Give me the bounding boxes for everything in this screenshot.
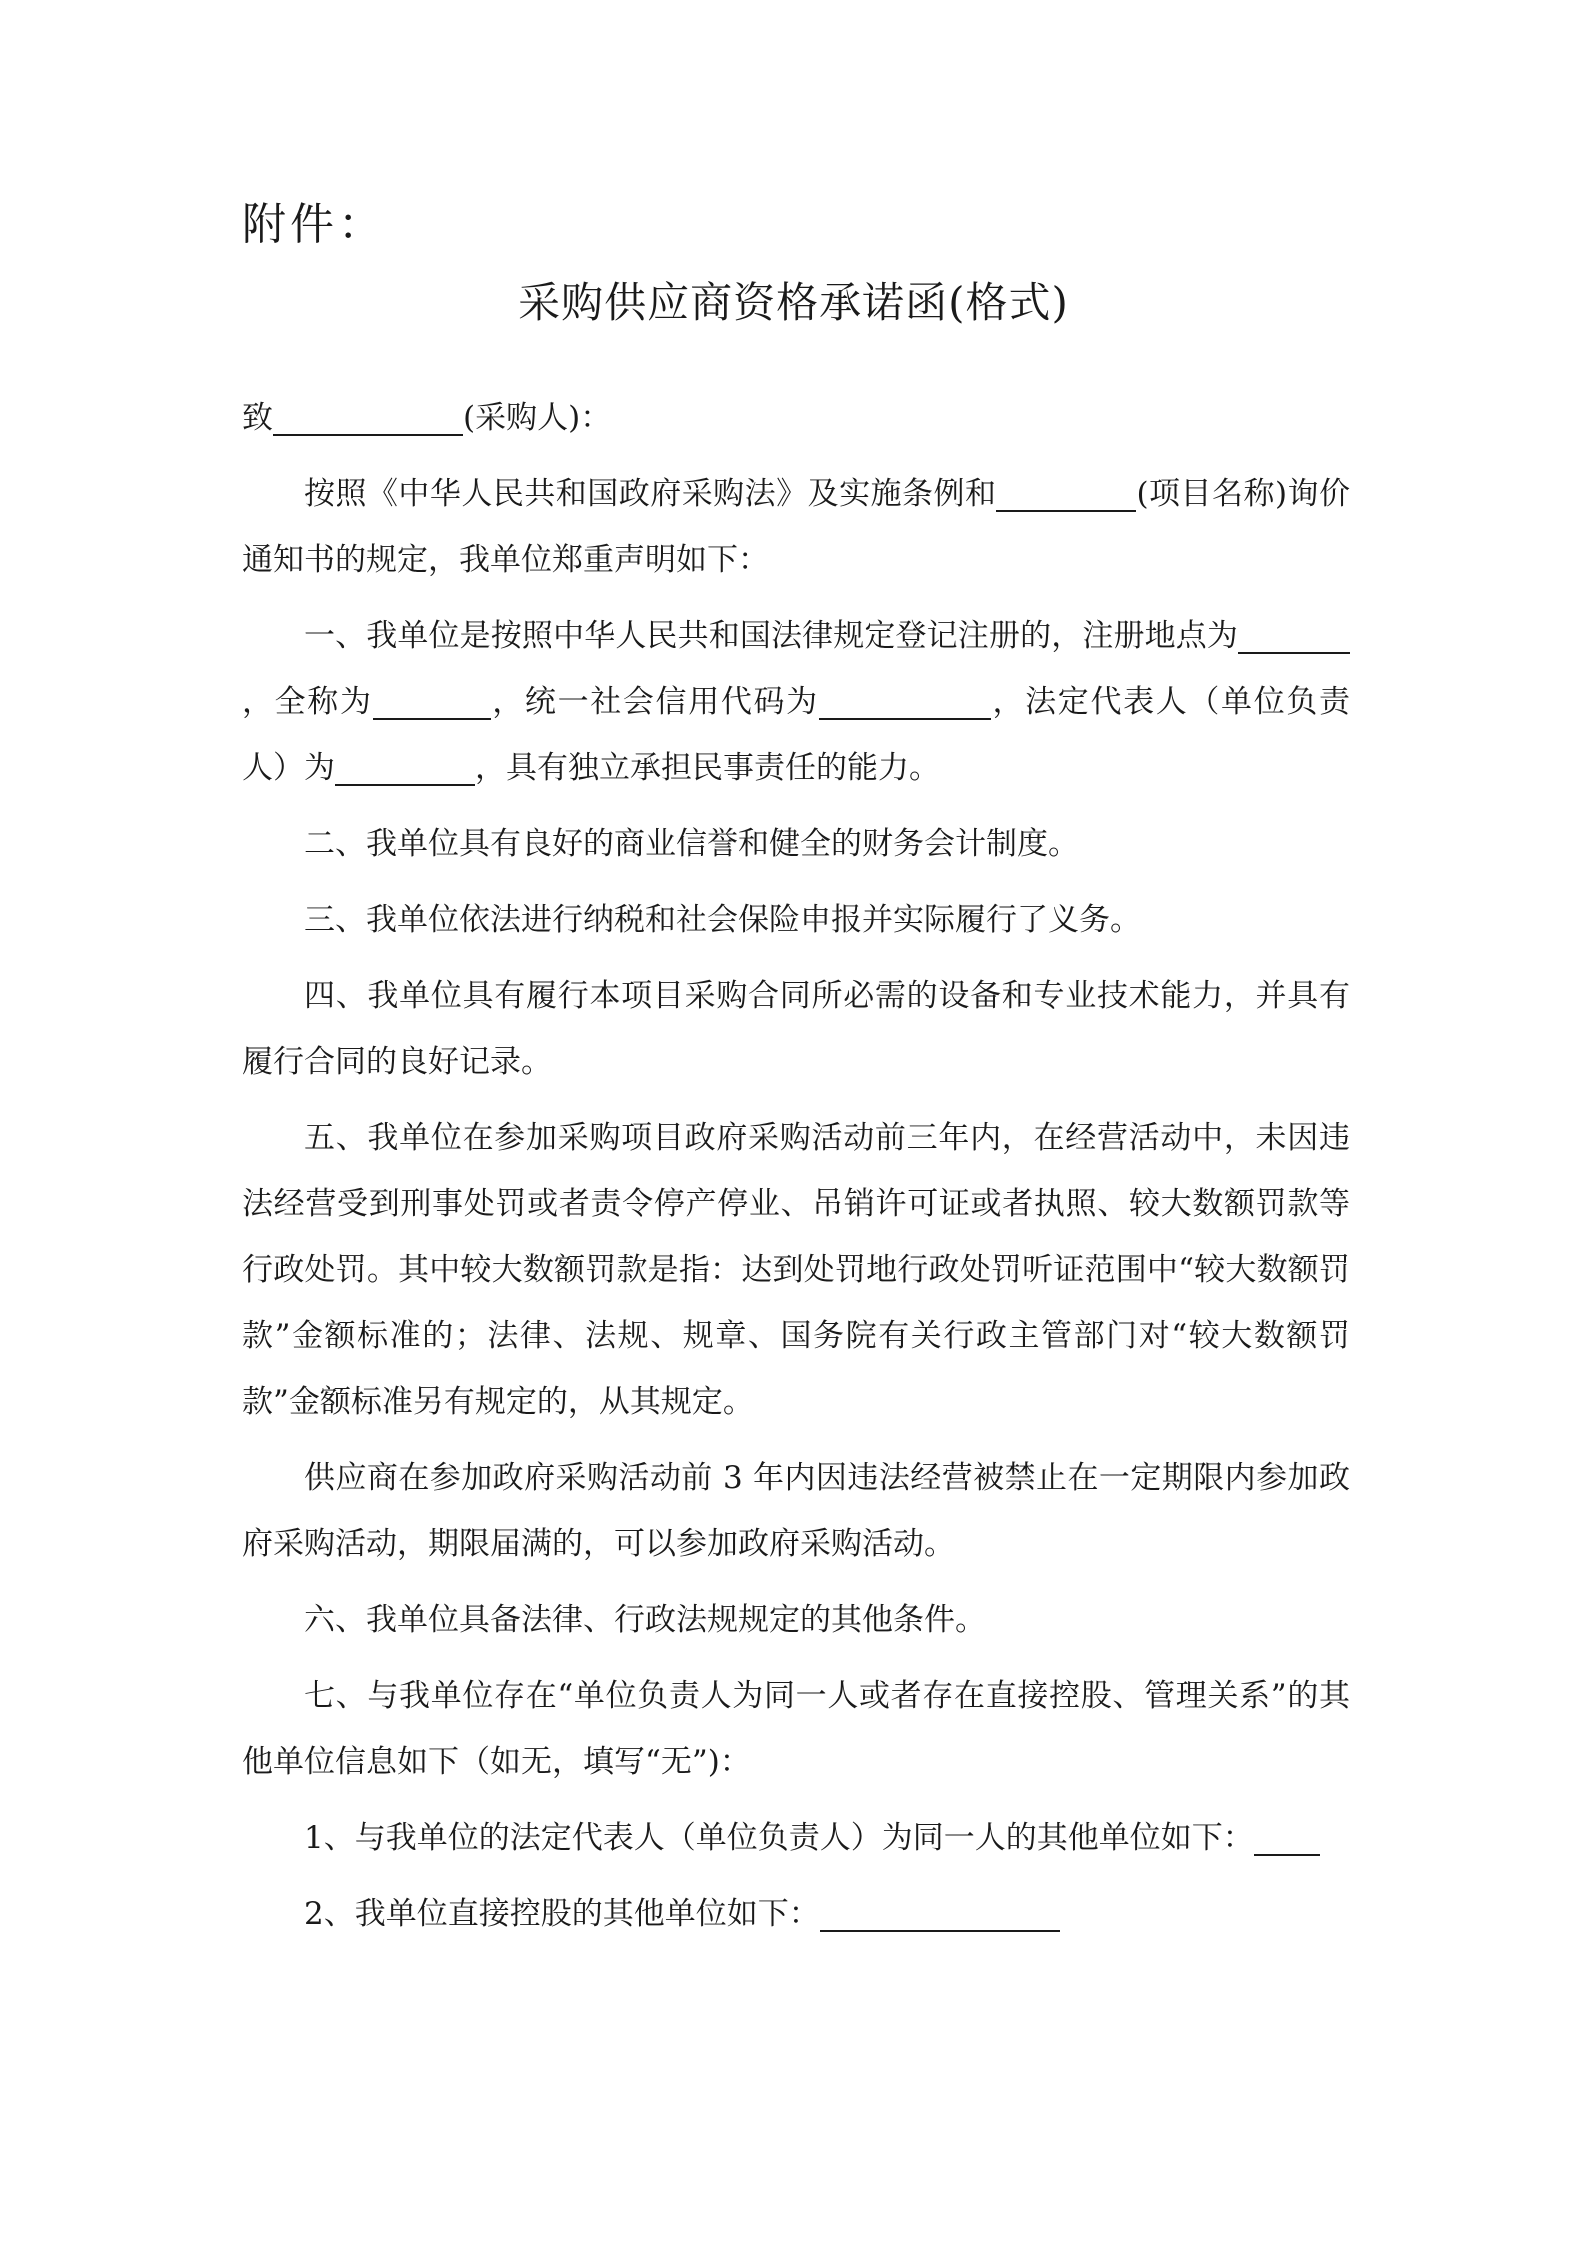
intro-text-1: 按照《中华人民共和国政府采购法》及实施条例和 <box>304 476 997 512</box>
item-1-text-3: ，统一社会信用代码为 <box>490 684 819 720</box>
item-1-text-4: ，法定代表人（单位负责人）为 <box>242 684 1351 786</box>
intro-text-2: (项目名称)询价通知书的规定，我单位郑重声明如下： <box>242 476 1350 578</box>
credit-code-blank[interactable] <box>819 678 991 720</box>
item-1-paragraph <box>242 603 1350 801</box>
registration-location-blank[interactable] <box>1238 612 1350 654</box>
item-3-paragraph: 三、我单位依法进行纳税和社会保险申报并实际履行了义务。 <box>304 902 1141 938</box>
sub-item-2-paragraph <box>242 1881 1350 1947</box>
sub-item-2-text: 2、我单位直接控股的其他单位如下： <box>304 1896 820 1932</box>
project-name-blank[interactable] <box>996 470 1136 512</box>
document-body <box>242 385 1350 1947</box>
item-2-paragraph: 二、我单位具有良好的商业信誉和健全的财务会计制度。 <box>304 826 1079 862</box>
same-person-units-blank[interactable] <box>1254 1814 1320 1856</box>
intro-paragraph <box>242 461 1350 593</box>
attachment-label: 附件： <box>242 199 386 250</box>
item-1-text-2: ，全称为 <box>242 684 373 720</box>
supplier-note-paragraph: 供应商在参加政府采购活动前 3 年内因违法经营被禁止在一定期限内参加政府采购活动，期限届满的，可以参加政府采购活动。 <box>242 1460 1350 1562</box>
item-4-paragraph: 四、我单位具有履行本项目采购合同所必需的设备和专业技术能力，并具有履行合同的良好记录。 <box>242 978 1350 1080</box>
sub-item-1-text: 1、与我单位的法定代表人（单位负责人）为同一人的其他单位如下： <box>304 1820 1254 1856</box>
item-1-text-5: ，具有独立承担民事责任的能力。 <box>475 750 940 786</box>
item-6-paragraph: 六、我单位具备法律、行政法规规定的其他条件。 <box>304 1602 986 1638</box>
item-1-text-1: 一、我单位是按照中华人民共和国法律规定登记注册的，注册地点为 <box>304 618 1238 654</box>
item-7-paragraph: 七、与我单位存在“单位负责人为同一人或者存在直接控股、管理关系”的其他单位信息如下（如无，填写“无”)： <box>242 1678 1350 1780</box>
addressee-line <box>242 385 1350 451</box>
addressee-suffix: (采购人)： <box>463 400 612 436</box>
sub-item-1-paragraph <box>242 1805 1350 1871</box>
controlled-units-blank[interactable] <box>820 1890 1060 1932</box>
addressee-prefix: 致 <box>242 400 273 436</box>
document-title: 采购供应商资格承诺函(格式) <box>518 278 1069 327</box>
full-name-blank[interactable] <box>373 678 491 720</box>
legal-representative-blank[interactable] <box>335 744 475 786</box>
item-5-paragraph: 五、我单位在参加采购项目政府采购活动前三年内，在经营活动中，未因违法经营受到刑事处罚或者责令停产停业、吊销许可证或者执照、较大数额罚款等行政处罚。其中较大数额罚款是指：达到处罚地行政处罚听证范围中“较大数额罚款”金额标准的；法律、法规、规章、国务院有关行政主管部门对“较大数额罚款”金额标准另有规定的，从其规定。 <box>242 1120 1350 1420</box>
purchaser-blank[interactable] <box>273 394 463 436</box>
